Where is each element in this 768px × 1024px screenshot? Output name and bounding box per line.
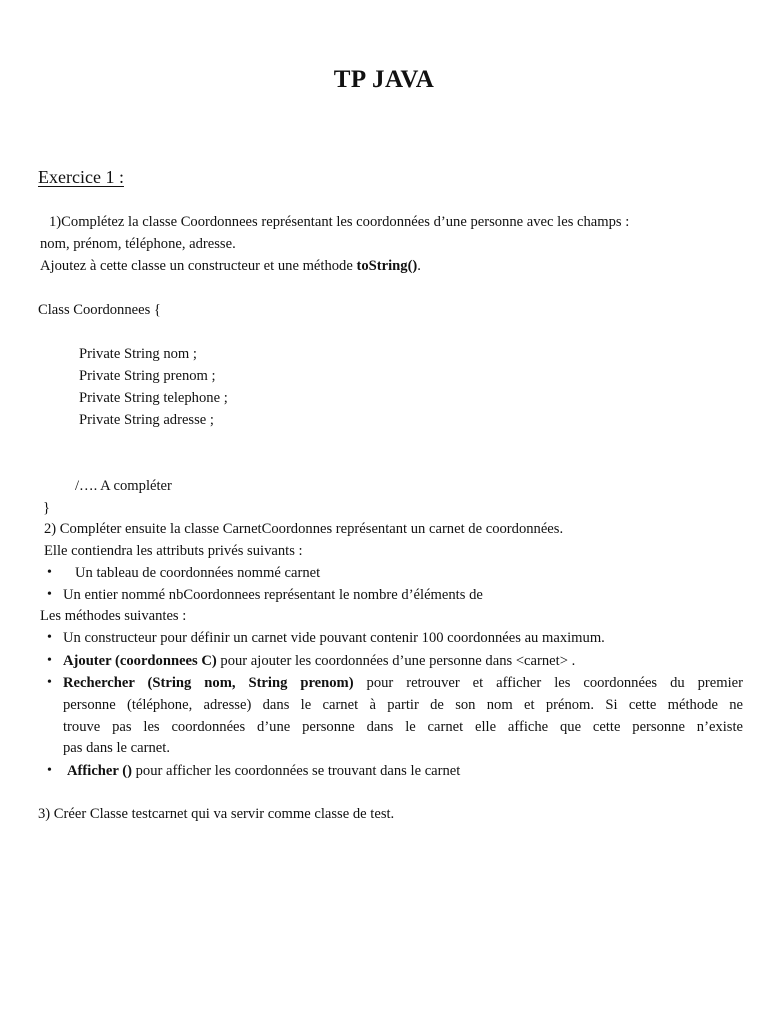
tostring-method-name: toString() [356,258,418,274]
bullet-icon: • [47,587,52,602]
code-field-telephone: Private String telephone ; [79,390,228,406]
ajouter-description: pour ajouter les coordonnées d’une personne dans <carnet> . [216,653,576,669]
method-rechercher-line-1 [63,673,743,693]
ajouter-method-name: Ajouter (coordonnees C) [63,653,217,669]
q1-line-3-text: Ajoutez à cette classe un constructeur et une méthode [40,258,357,274]
code-class-close: } [43,500,51,516]
q2-intro: 2) Compléter ensuite la classe CarnetCoordonnes représentant un carnet de coordonnées. [44,521,564,537]
q1-line-3-end: . [417,258,421,274]
afficher-method-name: Afficher () [67,763,132,779]
q1-line-2: nom, prénom, téléphone, adresse. [40,236,236,252]
q1-line-1: 1)Complétez la classe Coordonnees représentant les coordonnées d’une personne avec les champs : [49,214,630,230]
method-afficher [67,761,460,781]
method-rechercher-line-2: personne (téléphone, adresse) dans le carnet à partir de son nom et prénom. Si cette méthode ne [63,697,743,713]
bullet-icon: • [47,565,52,580]
q3-text: 3) Créer Classe testcarnet qui va servir comme classe de test. [38,806,395,822]
code-field-prenom: Private String prenom ; [79,368,216,384]
bullet-icon: • [47,675,52,690]
code-field-adresse: Private String adresse ; [79,412,214,428]
method-constructor: Un constructeur pour définir un carnet vide pouvant contenir 100 coordonnées au maximum. [63,630,605,646]
bullet-icon: • [47,630,52,645]
bullet-icon: • [47,763,52,778]
q2-attributes-intro: Elle contiendra les attributs privés suivants : [44,543,303,559]
code-field-nom: Private String nom ; [79,346,197,362]
exercise-heading: Exercice 1 : [38,167,124,187]
method-ajouter [63,651,575,671]
q1-line-3 [40,256,421,276]
afficher-description: pour afficher les coordonnées se trouvant dans le carnet [131,763,461,779]
method-rechercher-line-4: pas dans le carnet. [63,740,170,756]
rechercher-method-name: Rechercher (String nom, String prenom) [63,675,354,691]
q2-methods-intro: Les méthodes suivantes : [40,608,187,624]
method-rechercher-line-3: trouve pas les coordonnées d’une personne dans le carnet elle affiche que cette personne n’existe [63,719,743,735]
code-placeholder: /…. A compléter [75,478,172,494]
rechercher-description-1: pour retrouver et afficher les coordonnées du premier [353,675,743,691]
code-class-open: Class Coordonnees { [38,302,161,318]
attribute-nbcoordonnees: Un entier nommé nbCoordonnees représentant le nombre d’éléments de [63,587,483,603]
bullet-icon: • [47,653,52,668]
attribute-carnet: Un tableau de coordonnées nommé carnet [75,565,321,581]
page-title: TP JAVA [333,66,435,93]
